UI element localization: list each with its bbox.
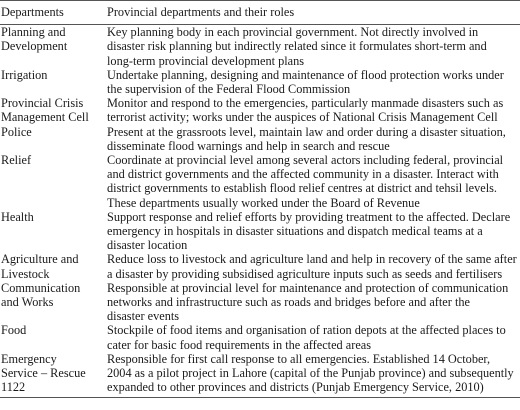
- department-cell: [0, 252, 105, 280]
- role-text-line: Monitor and respond to the emergencies, particularly manmade disasters such as: [107, 96, 504, 111]
- table-row: [0, 252, 520, 280]
- department-name-line: Livestock: [1, 266, 50, 281]
- role-text-line: the supervision of the Federal Flood Commission: [107, 82, 351, 97]
- role-cell: [105, 281, 520, 324]
- department-name-line: Provincial Crisis: [1, 96, 84, 111]
- table-row: [0, 25, 520, 68]
- department-name-line: Health: [1, 209, 34, 224]
- table-row: [0, 323, 520, 351]
- department-cell: [0, 96, 105, 124]
- role-cell: [105, 96, 520, 124]
- department-name-line: Relief: [1, 153, 32, 168]
- table-row: [0, 125, 520, 153]
- table-row: [0, 210, 520, 253]
- role-text-line: Undertake planning, designing and maintenance of flood protection works under: [107, 67, 504, 82]
- department-name-line: Police: [1, 124, 32, 139]
- role-text-line: 2004 as a pilot project in Lahore (capital of the Punjab province) and subsequently: [107, 366, 514, 381]
- role-cell: [105, 153, 520, 210]
- role-text-line: disaster risk planning but indirectly related since it formulates short-term and: [107, 39, 487, 54]
- table-header-row: [0, 1, 520, 25]
- department-cell: [0, 210, 105, 253]
- role-cell: [105, 125, 520, 153]
- department-cell: [0, 68, 105, 96]
- department-name-line: Irrigation: [1, 67, 48, 82]
- role-cell: [105, 68, 520, 96]
- role-text-line: terrorist activity; works under the auspices of National Crisis Management Cell: [107, 110, 498, 125]
- table-row: [0, 281, 520, 324]
- role-text-line: These departments usually worked under the Board of Revenue: [107, 195, 420, 210]
- department-cell: [0, 153, 105, 210]
- role-text-line: Responsible for first call response to all emergencies. Established 14 October,: [107, 351, 491, 366]
- department-name-line: and Works: [1, 295, 54, 310]
- role-cell: [105, 252, 520, 280]
- department-cell: [0, 125, 105, 153]
- role-text-line: disseminate flood warnings and help in search and rescue: [107, 138, 390, 153]
- role-text-line: expanded to other provinces and districts (Punjab Emergency Service, 2010): [107, 380, 484, 395]
- department-name-line: Planning and: [1, 25, 66, 40]
- department-name-line: Management Cell: [1, 110, 89, 125]
- department-cell: [0, 281, 105, 324]
- role-cell: [105, 352, 520, 398]
- role-cell: [105, 25, 520, 68]
- role-text-line: disaster events: [107, 309, 180, 324]
- role-text-line: disaster location: [107, 238, 188, 253]
- table-row: [0, 352, 520, 398]
- department-cell: [0, 25, 105, 68]
- role-cell: [105, 210, 520, 253]
- role-text-line: Present at the grassroots level, maintain law and order during a disaster situation,: [107, 124, 506, 139]
- department-name-line: Food: [1, 323, 27, 338]
- table-row: [0, 96, 520, 124]
- role-text-line: a disaster by providing subsidised agriculture inputs such as seeds and fertilisers: [107, 266, 503, 281]
- role-text-line: emergency in hospitals in disaster situations and dispatch medical teams at a: [107, 224, 483, 239]
- role-text-line: Reduce loss to livestock and agriculture land and help in recovery of the same after: [107, 252, 517, 267]
- department-cell: [0, 352, 105, 398]
- department-name-line: 1122: [1, 380, 26, 395]
- role-text-line: Support response and relief efforts by providing treatment to the affected. Declare: [107, 209, 511, 224]
- department-name-line: Agriculture and: [1, 252, 79, 267]
- role-text-line: Key planning body in each provincial government. Not directly involved in: [107, 25, 479, 40]
- department-name-line: Communication: [1, 280, 81, 295]
- role-text-line: district governments to establish flood relief centres at district and tehsil levels.: [107, 181, 497, 196]
- role-cell: [105, 323, 520, 351]
- role-text-line: Responsible at provincial level for maintenance and protection of communication: [107, 280, 509, 295]
- table-row: [0, 153, 520, 210]
- department-name-line: Service – Rescue: [1, 366, 86, 381]
- table-row: [0, 68, 520, 96]
- role-text-line: Coordinate at provincial level among several actors including federal, provincial: [107, 153, 504, 168]
- department-name-line: Emergency: [1, 351, 57, 366]
- role-text-line: cater for basic food requirements in the affected areas: [107, 337, 372, 352]
- header-departments: Departments: [0, 1, 105, 25]
- role-text-line: networks and infrastructure such as roads and bridges before and after the: [107, 295, 470, 310]
- role-text-line: Stockpile of food items and organisation of ration depots at the affected places to: [107, 323, 506, 338]
- department-name-line: Development: [1, 39, 68, 54]
- role-text-line: and district governments and the affected community in a disaster. Interact with: [107, 167, 499, 182]
- header-roles: Provincial departments and their roles: [105, 1, 520, 25]
- department-cell: [0, 323, 105, 351]
- role-text-line: long-term provincial development plans: [107, 53, 305, 68]
- table-body: [0, 25, 520, 398]
